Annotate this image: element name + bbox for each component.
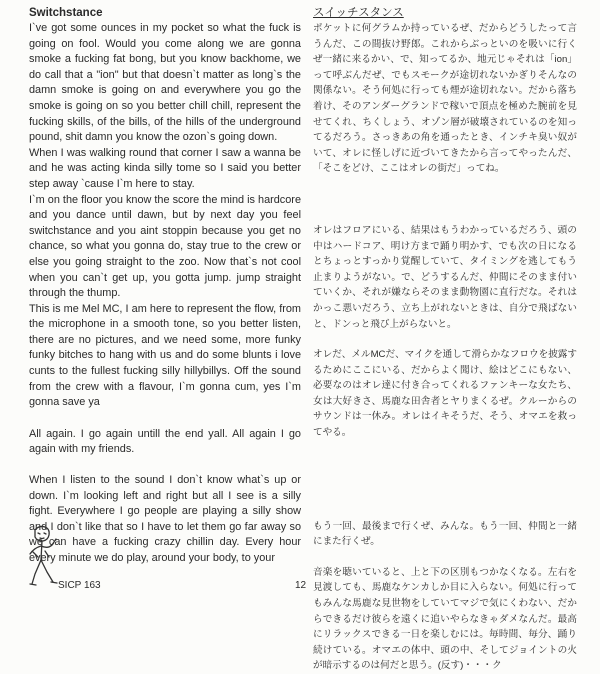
song-title-japanese: スイッチスタンス (313, 7, 404, 19)
lyrics-paragraph: When I listen to the sound I don`t know what`s up or down. I`m looking left and right but all I see is a silly fight. Everywhere I go people are playing a silly show and I don`t like that so I have to let them go far away so we can have a fucking crazy chillin day. Every hour every minute we do play, around your body, to your (29, 474, 301, 564)
lyrics-paragraph: オレだ、メルMCだ、マイクを通して滑らかなフロウを披露するためにここにいる、だからよく聞け、絵はどこにもない、必要なのはオレ達に付き合ってくれるファンキーな女たち、女は大好きさ、馬鹿な田舎者とヤりまくるぜ。クルーからのサウンドは一休み。オレはイキそうだ、そう、オマエを救ってやる。 (313, 349, 577, 439)
lyrics-paragraph: When I was walking round that corner I saw a wanna be and he was acting kinda silly tome so I said you better step away `cause I`m here to stay. (29, 146, 301, 190)
lyrics-paragraph: All again. I go again untill the end yall. All again I go again with my friends. (29, 427, 301, 456)
lyrics-paragraph: I`m on the floor you know the score the mind is hardcore and you dance until dawn, but by next day you feel switchstance and you aint stoppin because you get no chance, so what you gonna do, stay true to the crew or else you going straight to the zoo. Now that`s not cool when you can`t get up, you gotta jump. jump straight through the thump. (29, 193, 301, 300)
lyrics-paragraph: 音楽を聴いていると、上と下の区別もつかなくなる。左右を見渡しても、馬鹿なケンカしか目に入らない。何処に行ってもみんな馬鹿な見世物をしていてマジで気にくわない、だからできるだけ彼らを遠くに追いやらなきゃダメなんだ。最高にリラックスできる一日を楽しむには。毎時間、毎分、踊り続けている。オマエの体中、頭の中、そしてジョイントの火が暗示するのは何だと思う。(反す)・・・ク (313, 566, 577, 672)
song-title-english: Switchstance (29, 7, 103, 19)
lyrics-paragraph: ポケットに何グラムか持っているぜ、だからどうしたって言うんだ、この間抜け野郎。これからぶっといのを吸いに行くぜ一緒に来るかい、で、知ってるか、地元じゃそれは「ion」って呼ぶんだぜ、でもスモークが途切れないかぎりそんなの関係ない。そう何処に行っても煙が途切れない。だから落ち着け、そのアンダーグランドで稼いで頂点を極めた腕前を見せてくれ、ちくしょう、オゾン層が破壊されているのを知ってるだろう。さっきあの角を通ったとき、インチキ臭い奴がいて、オレに怪しげに近づいてきたから言ってやったんだ、「そこをどけ、ここはオレの街だ」ってね。 (313, 23, 577, 175)
page-number: 12 (295, 580, 307, 591)
catalog-number: SICP 163 (58, 580, 101, 591)
lyrics-paragraph: オレはフロアにいる、結果はもうわかっているだろう、頭の中はハードコア、明け方まで踊り明かす、でも次の日になるとちょっとすっかり覚醒していて、タイミングを逃してもう止まりようがない。で、どうするんだ、仲間にそのまま付いていくか、それが嫌ならそのまま動物園に直行だな。それはかっこ悪いだろう、立ち上がれないときは、自分で飛ばないと、ドンっと飛び上がらないと。 (313, 224, 577, 330)
character-logo-icon (25, 524, 61, 588)
lyrics-paragraph: もう一回、最後まで行くぜ、みんな。もう一回、仲間と一緒にまた行くぜ。 (313, 520, 577, 548)
english-lyrics-column (29, 6, 301, 567)
japanese-lyrics-column (313, 6, 577, 674)
lyrics-paragraph: This is me Mel MC, I am here to represent the flow, from the microphone in a smooth tone, so you better listen, there are no pictures, and we need some, more funky funky bitches to hang with us and do some blunts i love cunts to the fullest fucking silly hillybillys. Off the sound from the crew with a flavour, I`m gonna cum, yes I`m gonna save ya (29, 302, 301, 409)
lyrics-paragraph: I`ve got some ounces in my pocket so what the fuck is going on fool. Would you come along we are gonna smoke a fucking fat bong, but you know backhome, we do call that a "ion" but that doesn`t matter as long`s the damn smoke is going on and everywhere you go the smoke is going on so you better chill chill, represent the fucking skills, of the bills, of the hills of the underground pound, shit damn you know the ozon`s going down. (29, 22, 301, 144)
